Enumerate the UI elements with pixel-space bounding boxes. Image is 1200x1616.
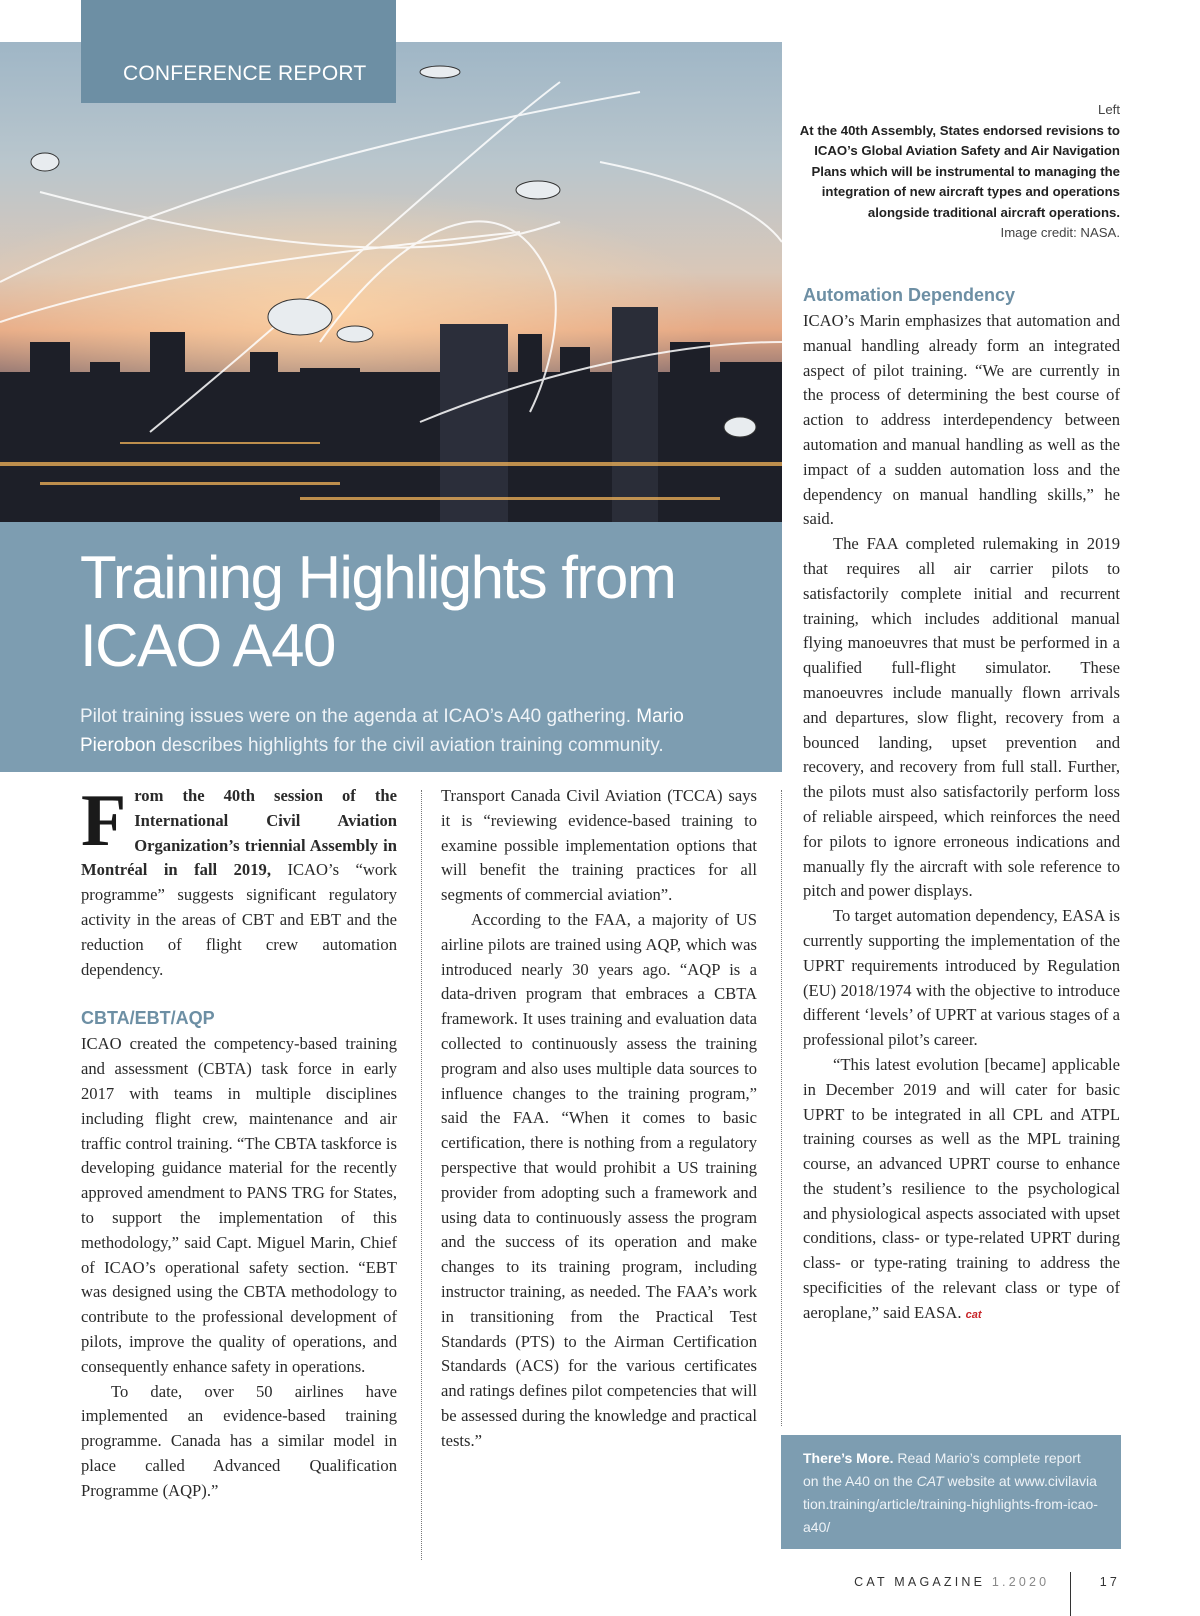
body-column-3 — [803, 283, 1120, 1328]
intro-paragraph — [81, 780, 397, 982]
body-paragraph: ICAO’s Marin emphasizes that automation and manual handling already form an integrated aspect of pilot training. “We are currently in the process of determining the best course of action to address interdependency between automation and manual handling as well as the impact of a sudden automation loss and the dependency on manual handling skills,” he said. — [803, 311, 1120, 529]
body-paragraph: To date, over 50 airlines have implemented an evidence-based training programme. Canada has a similar model in place called Advanced Qualification Programme (AQP).” — [81, 1381, 397, 1500]
caption-text: At the 40th Assembly, States endorsed revisions to ICAO’s Global Aviation Safety and Air Navigation Plans which will be instrumental to managing the integration of new aircraft types and operations alongside traditional aircraft operations. — [799, 122, 1120, 220]
hero-photo — [0, 42, 782, 522]
body-column-1 — [81, 780, 397, 1504]
body-paragraph: The FAA completed rulemaking in 2019 that requires all air carrier pilots to satisfactorily complete initial and recurrent training, which includes additional manual flying manoeuvres that must be performed in a qualified full-flight simulator. These manoeuvres include manually flown arrivals and departures, slow flight, recovery from a bounced landing, upset prevention and recovery, and recovery from full stall. Further, the pilots must also satisfactorily perform loss of reliable airspeed, which reinforces the need for pilots to ignore erroneous indications and manually fly the aircraft with sole reference to pitch and power displays. — [803, 534, 1120, 901]
more-text: Read Mario’s complete report on the A40 on the — [803, 1450, 1081, 1489]
more-magazine-name: CAT — [916, 1473, 944, 1489]
subhead-automation: Automation Dependency — [803, 285, 1016, 305]
deck — [80, 702, 740, 760]
deck-text-after: describes highlights for the civil aviation training community. — [161, 735, 664, 756]
more-text-after: website at — [947, 1473, 1011, 1489]
closing-text: “This latest evolution [became] applicable in December 2019 and will cater for basic UPRT to be integrated in all CPL and ATPL training courses as well as the MPL training course, an advanced UPRT course to enhance the student’s resilience to the psychological and physiological aspects associated with upset conditions, class- or type-related UPRT during class- or type-rating training to address the specificities of the relevant class or type of aeroplane,” said EASA. — [803, 1054, 1120, 1322]
subhead-cbta: CBTA/EBT/AQP — [81, 1008, 215, 1029]
magazine-name: CAT MAGAZINE — [854, 1575, 986, 1589]
intro-text: ICAO’s “work programme” suggests significant regulatory activity in the areas of CBT and EBT and the reduction of flight crew automation dependency. — [81, 860, 397, 979]
column-divider — [781, 790, 782, 1426]
title-panel — [0, 522, 782, 772]
more-label: There’s More. — [803, 1450, 894, 1466]
more-info-box — [781, 1435, 1121, 1549]
page-footer — [854, 1572, 1120, 1616]
issue-number: 1.2020 — [991, 1575, 1050, 1589]
body-paragraph: To target automation dependency, EASA is currently supporting the implementation of the UPRT requirements introduced by Regulation (EU) 2018/1974 with the objective to introduce different ‘levels’ of UPRT at various stages of a professional pilot’s career. — [803, 906, 1120, 1050]
article-link[interactable]: www.civilaviation.training/article/training-highlights-from-icao-a40/ — [803, 1473, 1098, 1535]
caption-credit: Image credit: NASA. — [1000, 225, 1120, 240]
page-number: 17 — [1099, 1575, 1120, 1589]
deck-author: Mario Pierobon — [80, 706, 684, 756]
column-divider — [421, 790, 422, 1560]
body-paragraph: ICAO created the competency-based training and assessment (CBTA) task force in early 2017 with teams in multiple disciplines including flight crew, maintenance and air traffic control training. “The CBTA taskforce is developing guidance material for the recently approved amendment to PANS TRG for States, to support the implementation of this methodology,” said Capt. Miguel Marin, Chief of ICAO’s operational safety section. “EBT was designed using the CBTA methodology to contribute to the professional development of pilots, improve the quality of operations, and consequently enhance safety in operations. — [81, 1034, 397, 1376]
end-mark: cat — [965, 1308, 982, 1321]
photo-caption — [780, 100, 1120, 244]
lead-text: rom the 40th session of the International Civil Aviation Organization’s triennial Assembly in Montréal in fall 2019, — [81, 786, 397, 880]
footer-divider — [1070, 1572, 1071, 1616]
body-paragraph: According to the FAA, a majority of US airline pilots are trained using AQP, which was introduced nearly 30 years ago. “AQP is a data-driven program that embraces a CBTA framework. It uses training and evaluation data collected to continuously assess the training program and also uses multiple data sources to influence changes to the training program,” said the FAA. “When it comes to basic certification, there is nothing from a regulatory perspective that would prohibit a US training provider from adopting such a framework and using data to continuously assess the program and the success of its operation and make changes to its training program, including instructor training, as needed. The FAA’s work in transitioning from the Practical Test Standards (PTS) to the Airman Certification Standards (ACS) for the various certificates and ratings defines pilot competencies that will be assessed during the knowledge and practical tests.” — [441, 909, 757, 1450]
drop-cap: F — [81, 780, 127, 862]
hero-illustration — [0, 42, 782, 522]
body-paragraph — [803, 1053, 1120, 1328]
body-column-2 — [441, 784, 757, 1454]
caption-label: Left — [1098, 102, 1120, 117]
deck-text-before: Pilot training issues were on the agenda at ICAO’s A40 gathering. — [80, 706, 631, 727]
body-paragraph: Transport Canada Civil Aviation (TCCA) says it is “reviewing evidence-based training to examine possible implementation options that will benefit the training practices for all segments of commercial aviation”. — [441, 786, 757, 905]
headline: Training Highlights from ICAO A40 — [80, 544, 676, 679]
section-label: CONFERENCE REPORT — [81, 0, 396, 103]
